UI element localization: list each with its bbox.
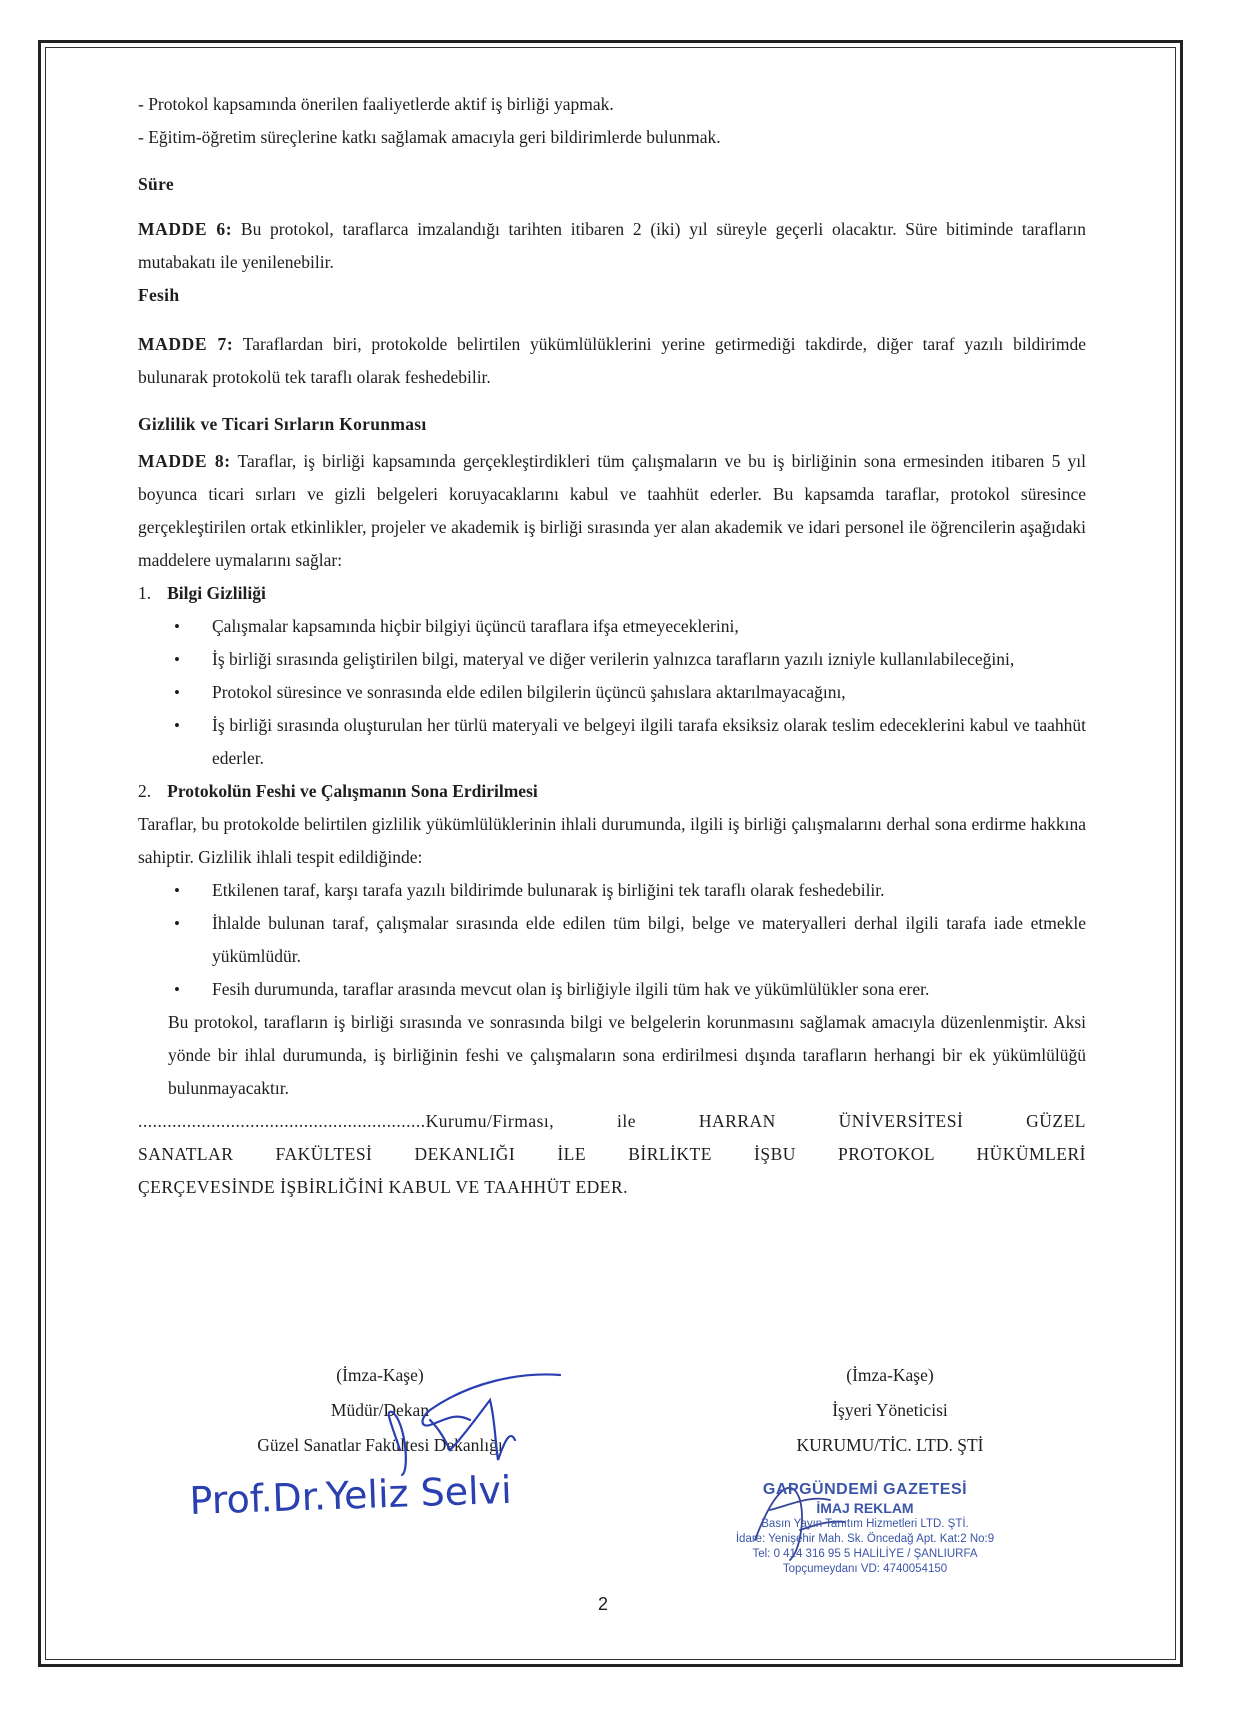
list-item: • İhlalde bulunan taraf, çalışmalar sırasında elde edilen tüm bilgi, belge ve materyalleri derhal ilgili tarafa iade etmekle yükümlüdür. (212, 907, 1086, 973)
stamp-line: İMAJ REKLAM (816, 1500, 914, 1516)
handwritten-signature-left (389, 1374, 560, 1475)
stamp-line: Basın Yayın Tanıtım Hizmetleri LTD. ŞTİ. (761, 1518, 969, 1530)
list-item: • Çalışmalar kapsamında hiçbir bilgiyi üçüncü taraflara ifşa etmeyeceklerini, (212, 610, 1086, 643)
stamp-line: GAPGÜNDEMİ GAZETESİ (762, 1481, 968, 1498)
list-item: • Protokol süresince ve sonrasında elde edilen bilgilerin üçüncü şahıslara aktarılmayacağını, (212, 676, 1086, 709)
page-number: 2 (598, 1594, 609, 1614)
heading-fesih: Fesih (138, 285, 180, 305)
list-item: • İş birliği sırasında geliştirilen bilgi, materyal ve diğer verilerin yalnızca tarafların yazılı izniyle kullanılabileceğini, (212, 643, 1086, 676)
company-stamp (700, 1480, 1030, 1577)
article-label: MADDE 7: (138, 334, 234, 354)
signature-role: Müdür/Dekan (330, 1400, 430, 1420)
acceptance-line-3: ÇERÇEVESİNDE İŞBİRLİĞİNİ KABUL VE TAAHHÜT EDER. (138, 1177, 629, 1197)
section-2-closing: Bu protokol, tarafların iş birliği sırasında ve sonrasında bilgi ve belgelerin korunmasını sağlamak amacıyla düzenlenmiştir. Aksi yönde bir ihlal durumunda, iş birliğinin feshi ve çalışmaların sona erdirilmesi dışında tarafların herhangi bir ek yükümlülüğü bulunmayacaktır. (168, 1012, 1086, 1098)
article-label: MADDE 8: (138, 451, 231, 471)
signature-label: (İmza-Kaşe) (846, 1365, 934, 1385)
signature-label: (İmza-Kaşe) (336, 1365, 424, 1385)
acceptance-line-1: ...........................................................Kurumu/Firması, ile HARRAN ÜNİVERSİTESİ GÜZEL (138, 1111, 1086, 1131)
list-item: - Eğitim-öğretim süreçlerine katkı sağlamak amacıyla geri bildirimlerde bulunmak. (138, 127, 721, 147)
section-number: 1. (138, 583, 152, 603)
signature-unit: Güzel Sanatlar Fakültesi Dekanlığı (257, 1435, 503, 1455)
heading-gizlilik: Gizlilik ve Ticari Sırların Korunması (138, 414, 427, 434)
list-item: • Etkilenen taraf, karşı tarafa yazılı bildirimde bulunarak iş birliğini tek taraflı olarak feshedebilir. (212, 874, 1086, 907)
handwritten-name: Prof.Dr.Yeliz Selvi (188, 1467, 513, 1523)
article-text: Taraflardan biri, protokolde belirtilen yükümlülüklerini yerine getirmediği takdirde, diğer taraf yazılı bildirimde bulunarak protokolü tek taraflı olarak feshedebilir. (138, 334, 1086, 387)
article-text: Taraflar, iş birliği kapsamında gerçekleştirdikleri tüm çalışmaların ve bu iş birliğinin sona ermesinden itibaren 5 yıl boyunca ticari sırları ve gizli belgeleri koruyacaklarını kabul ve taahhüt ederler. Bu kapsamda taraflar, protokol süresince gerçekleştirilen ortak etkinlikler, projeler ve akademik iş birliği sırasında yer alan akademik ve idari personel ile öğrencilerin aşağıdaki maddelere uymalarını sağlar: (138, 451, 1086, 570)
article-text: Bu protokol, taraflarca imzalandığı tarihten itibaren 2 (iki) yıl süreyle geçerli olacaktır. Süre bitiminde tarafların mutabakatı ile yenilenebilir. (138, 219, 1087, 272)
section-title: Bilgi Gizliliği (167, 583, 266, 603)
stamp-line: Tel: 0 414 316 95 5 HALİLİYE / ŞANLIURFA (752, 1548, 978, 1560)
signature-unit: KURUMU/TİC. LTD. ŞTİ (796, 1435, 984, 1455)
section-title: Protokolün Feshi ve Çalışmanın Sona Erdirilmesi (167, 781, 538, 801)
signature-role: İşyeri Yöneticisi (832, 1400, 948, 1420)
section-number: 2. (138, 781, 152, 801)
article-label: MADDE 6: (138, 219, 233, 239)
acceptance-line-2: SANATLAR FAKÜLTESİ DEKANLIĞI İLE BİRLİKTE İŞBU PROTOKOL HÜKÜMLERİ (138, 1144, 1086, 1164)
list-item: • İş birliği sırasında oluşturulan her türlü materyali ve belgeyi ilgili tarafa eksiksiz olarak teslim edeceklerini kabul ve taahhüt ederler. (212, 709, 1086, 775)
heading-sure: Süre (138, 174, 174, 194)
stamp-line: Topçumeydanı VD: 4740054150 (782, 1563, 948, 1575)
list-item: - Protokol kapsamında önerilen faaliyetlerde aktif iş birliği yapmak. (138, 94, 614, 114)
list-item: • Fesih durumunda, taraflar arasında mevcut olan iş birliğiyle ilgili tüm hak ve yükümlülükler sona erer. (212, 973, 1086, 1006)
stamp-line: İdare: Yenişehir Mah. Sk. Öncedağ Apt. Kat:2 No:9 (735, 1533, 995, 1545)
section-2-intro: Taraflar, bu protokolde belirtilen gizlilik yükümlülüklerinin ihlali durumunda, ilgili iş birliği çalışmalarını derhal sona erdirme hakkına sahiptir. Gizlilik ihlali tespit edildiğinde: (138, 814, 1086, 867)
